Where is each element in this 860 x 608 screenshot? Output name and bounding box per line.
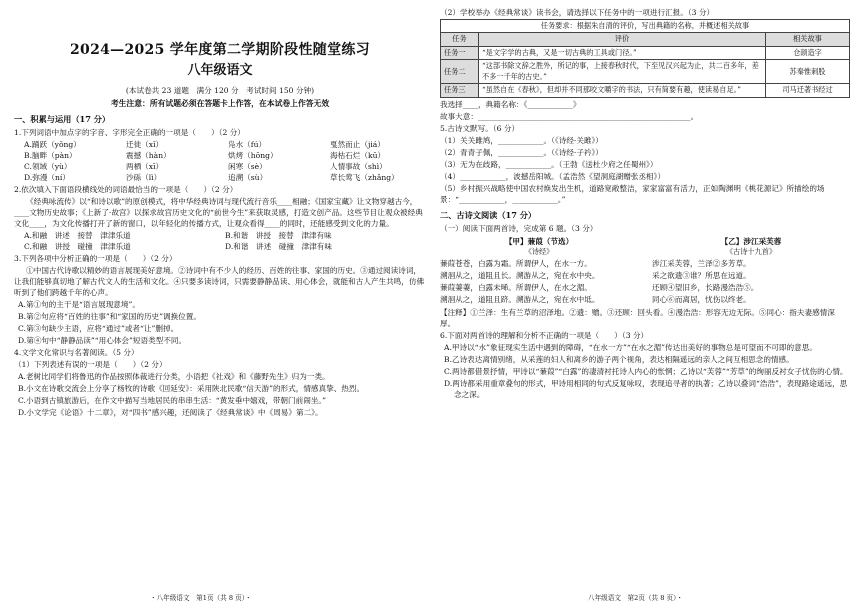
q3-opt: C.第③句缺少主语，应将“通过”或者“让”删掉。 [18, 324, 179, 334]
page-1 [14, 0, 426, 608]
q1-opt: 两栖（xī） [126, 162, 164, 172]
exam-notice: 考生注意：所有试题必须在答题卡上作答，在本试卷上作答无效 [110, 99, 330, 109]
q4-opt: D.小文学完《论语》十二章》，对“四书”感兴趣，还阅读了《经典常谈》中《周易》第二》。 [18, 408, 323, 418]
q1-opt: 草长莺飞（zhǎng） [330, 173, 399, 183]
table-header: 任务 [441, 33, 479, 46]
q2-opt: D.和谐 讲述 碰撞 津津有味 [225, 242, 332, 252]
q1-opt: 凫水（fú） [228, 140, 267, 150]
q2-opt: A.和融 讲述 接替 津津乐道 [24, 231, 131, 241]
question-2: 2.依次填入下面语段横线处的词语最恰当的一项是（ ）（2 分） [14, 185, 238, 195]
page-1-footer: ・八年级语文 第1页（共 8 页）・ [150, 594, 252, 603]
question-2-passage: 《经典咏流传》以“和诗以歌”的原创模式，将中华经典诗词与现代流行音乐____相融；《国家宝藏》让文物穿越古今，____文物历史故事；《上新了·故宫》以探求故宫历史文化的“前世今生”来获取灵感，打造文创产品。这些节目让观众被经典文化____，为文化传播打开了新的窗口，以年轻化的传播方式，让观众看得____的同时，还能感受到文化的力量。 [14, 197, 423, 229]
poem-line: 蒹葭萋萋，白露未晞。所谓伊人，在水之湄。 [440, 282, 592, 292]
eval-cell: “这部书除文辞之胜外，所记的事，上接春秋时代，下至见汉兴起为止，共二百多年，差不多一千年的古史。” [479, 60, 766, 84]
q1-opt: C.领域（yù） [24, 162, 72, 172]
poem-notes: 【注释】①兰泽：生有兰草的沼泽地。②遗：赠。③还顾：回头看。④漫浩浩：形容无边无际。⑤同心：指夫妻感情深厚。 [440, 307, 835, 328]
q3-opt: D.第④句中“静静品读”“用心体会”短语类型不同。 [18, 336, 187, 346]
q1-opt: 戛然而止（jiá） [330, 140, 385, 150]
table-row [441, 60, 850, 84]
q1-opt: 追溯（sù） [228, 173, 268, 183]
poem-yi [652, 236, 850, 306]
poem-title: 【乙】涉江采芙蓉 [720, 236, 782, 246]
story-line: 故事大意：________________________________________________________。 [440, 111, 699, 121]
question-3-passage: ①中国古代诗歌以精妙的语言展现美好意境。②诗词中有不少人的经历、百姓的往事、家国的历史。③通过阅读诗词，让我们能够真切地了解古代文人的生活和文化。④只要多读诗词，只需要静静品读、用心体会，就能和古人产生共鸣，仿佛听到了他们跨越千年的心声。 [14, 266, 425, 298]
poem-line: 还顾④望旧乡，长路漫浩浩⑤。 [652, 282, 759, 292]
poems [440, 236, 850, 306]
q5-line: （4）____________，波撼岳阳城。（孟浩然《望洞庭湖赠张丞相》） [440, 171, 666, 181]
q1-opt: A.踊跃（yǒng） [24, 140, 81, 150]
poem-line: 蒹葭苍苍，白露为霜。所谓伊人，在水一方。 [440, 258, 592, 268]
question-1-options [14, 139, 426, 183]
q4-opt: A.老树比同学们将鲁迅的作品按照体裁进行分类，小语把《社戏》和《藤野先生》归为一类。 [18, 372, 330, 382]
q2-opt: B.和谐 讲授 接替 津津有味 [225, 231, 332, 241]
q4-opt: C.小语到古镇旅游后，在作文中描写当地居民的串串生活：“黄发垂中嬉戏，带朝门前闹坐。” [18, 396, 327, 406]
q1-opt: 人情事故（shì） [330, 162, 387, 172]
question-2-options [14, 230, 426, 252]
q6-opt: A.甲诗以“水”象征现实生活中遇到的障碍，“在水一方”“在水之湄”传达出美好的事物总是可望而不可即的意思。 [444, 342, 817, 352]
q1-opt: 闲寒（sè） [228, 162, 267, 172]
q1-opt: 沙砾（lì） [126, 173, 162, 183]
eval-cell: “是文字学的古典，又是一切古典的工具或门径。” [479, 46, 766, 59]
choose-line: 我选择____，典籍名称：《____________》 [440, 99, 581, 109]
q1-opt: 海枯石烂（kū） [330, 151, 386, 161]
question-3: 3.下列各项中分析正确的一项是（ ）（2 分） [14, 254, 177, 264]
section-2-heading: 二、古诗文阅读（17 分） [440, 209, 537, 220]
q1-opt: D.弥漫（ní） [24, 173, 70, 183]
exam-info: (本试卷共 23 道题 满分 120 分 考试时间 150 分钟) [125, 86, 315, 96]
poem-author: 《古诗十九首》 [725, 246, 777, 256]
question-4-1: （1）下列表述有误的一项是（ ）（2 分） [14, 360, 167, 370]
page-2-footer: 八年级语文 第2页（共 8 页）・ [588, 594, 684, 603]
page-2 [440, 0, 850, 608]
poem-line: 涉江采芙蓉，兰泽②多芳草。 [652, 258, 751, 268]
table-row [441, 46, 850, 59]
question-6: 6.下面对两首诗的理解和分析不正确的一项是（ ）（3 分） [440, 330, 649, 340]
exam-title: 2024—2025 学年度第二学期阶段性随堂练习 [69, 42, 370, 58]
q5-line: （1）关关雎鸠，____________。（《诗经·关雎》） [440, 135, 603, 145]
poem-line: 采之欲遗③谁？所思在远道。 [652, 270, 751, 280]
eval-cell: “虽然自在《春秋》，但却并不同那咬文嚼字的书法，只有简要有趣，使读易自足。” [479, 84, 766, 97]
q5-line: （3）无为在歧路，____________。（王勃《送杜少府之任蜀州》） [440, 159, 658, 169]
story-cell: 司马迁著书经过 [766, 84, 850, 97]
q5-line: （2）青青子佩，____________。（《诗经·子衿》） [440, 147, 603, 157]
task-table [440, 19, 850, 98]
section-2-sub: （一）阅读下面两首诗，完成第 6 题。（3 分） [440, 223, 598, 233]
exam-subtitle: 八年级语文 [187, 63, 253, 79]
question-1: 1.下列词语中加点字的字音、字形完全正确的一项是（ ）（2 分） [14, 128, 245, 138]
q1-opt: 迁徙（xǐ） [126, 140, 164, 150]
q4-opt: B.小文在诗歌交流会上分享了杨牧的诗歌《回延安》：采用陕北民歌“信天游”的形式，情感真挚、热烈。 [18, 384, 365, 394]
poem-author: 《诗经》 [524, 246, 554, 256]
story-cell: 苏秦惟刺股 [766, 60, 850, 84]
q3-opt: B.第②句应将“百姓的往事”和“家国的历史”调换位置。 [18, 312, 201, 322]
poem-title: 【甲】蒹葭（节选） [504, 236, 574, 246]
table-header: 评价 [479, 33, 766, 46]
table-row [441, 84, 850, 97]
q1-opt: 震撼（hàn） [126, 151, 171, 161]
q6-opt: D.两诗都采用重章叠句的形式，甲诗用相同的句式反复咏叹，表现追寻者的执著；乙诗以叠词“浩浩”，表现路途遥远，思念之深。 [444, 378, 848, 399]
poem-line: 溯洄从之，道阻且跻。溯游从之，宛在水中坻。 [440, 294, 600, 304]
task-cell: 任务一 [441, 46, 479, 59]
task-cell: 任务三 [441, 84, 479, 97]
q1-opt: 烘烤（hōng） [228, 151, 278, 161]
task-cell: 任务二 [441, 60, 479, 84]
story-cell: 仓颉造字 [766, 46, 850, 59]
task-requirement: 任务要求：根据朱自清的评价，写出典籍的名称，并概述相关故事 [441, 20, 850, 33]
q5-line: （5）乡村振兴战略使中国农村焕发出生机，道路宽敞整洁，家家富富有活力，正如陶渊明《桃花源记》所描绘的场景：“____________，____________。” [440, 183, 825, 204]
q6-opt: B.乙诗表达离情别绪，从采莲的妇人和离乡的游子两个视角，表达相隔遥远的亲人之间互相思念的情感。 [444, 354, 794, 364]
q2-opt: C.和融 讲授 碰撞 津津乐道 [24, 242, 131, 252]
question-5: 5.古诗文默写。（6 分） [440, 123, 520, 133]
section-1-heading: 一、积累与运用（17 分） [14, 114, 111, 125]
q3-opt: A.第①句的主干是“语言展现意境”。 [18, 300, 140, 310]
question-4-2: （2）学校举办《经典常谈》读书会，请选择以下任务中的一项进行汇报。（3 分） [440, 8, 715, 17]
poem-line: 溯洄从之，道阻且长。溯游从之，宛在水中央。 [440, 270, 600, 280]
q1-opt: B.脑畔（pàn） [24, 151, 77, 161]
q6-opt: C.两诗都借景抒情，甲诗以“蒹葭”“白露”的凄清衬托诗人内心的怅惘；乙诗以“芙蓉”“芳草”的绚丽反衬女子忧伤的心情。 [444, 366, 848, 376]
table-header: 相关故事 [766, 33, 850, 46]
question-4: 4.文学文化常识与名著阅读。（5 分） [14, 348, 139, 358]
poem-line: 同心⑥而离居，忧伤以终老。 [652, 294, 751, 304]
poem-jia [440, 236, 638, 306]
